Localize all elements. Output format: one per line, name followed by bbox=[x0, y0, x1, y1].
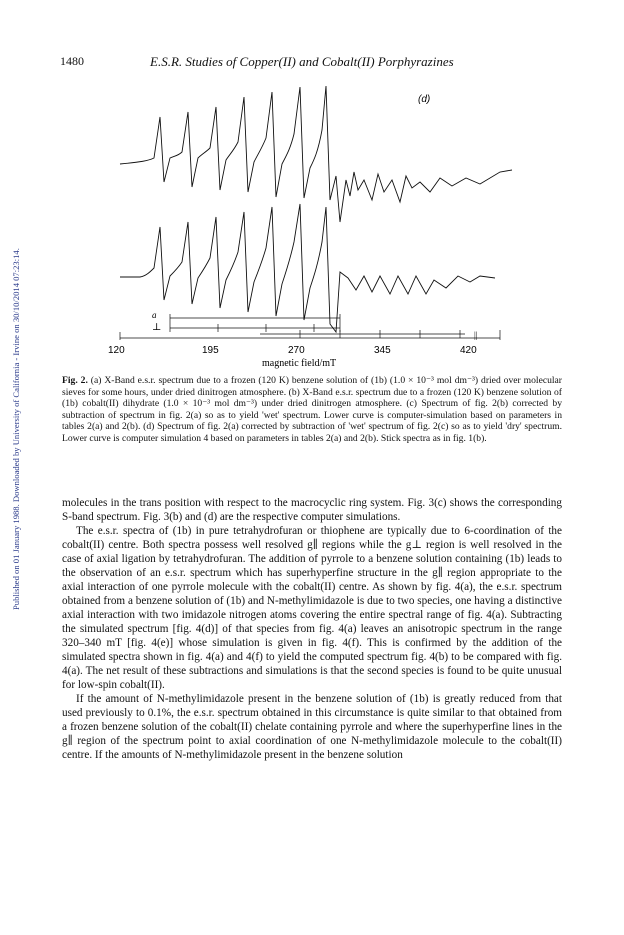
running-title: E.S.R. Studies of Copper(II) and Cobalt(II) Porphyrazines bbox=[150, 54, 454, 69]
download-notice-text: Published on 01 January 1988. Downloaded by University of California - Irvine on 30/10/2014 07:23:14. bbox=[11, 248, 21, 610]
x-tick-label: 420 bbox=[460, 345, 477, 356]
esr-spectrum-plot bbox=[100, 72, 530, 372]
stick-label-perp: ⊥ bbox=[152, 322, 162, 333]
x-axis bbox=[108, 345, 477, 356]
x-tick-label: 345 bbox=[374, 345, 391, 356]
stick-spectrum bbox=[120, 314, 500, 340]
x-axis-label: magnetic field/mT bbox=[262, 358, 337, 369]
figure-caption bbox=[62, 375, 562, 445]
article-body bbox=[62, 496, 562, 762]
upper-spectrum-trace bbox=[120, 86, 512, 222]
x-tick-label: 195 bbox=[202, 345, 219, 356]
paragraph: molecules in the trans position with respect to the macrocyclic ring system. Fig. 3(c) shows the corresponding S-band spectrum. Fig. 3(b) and (d) are the respective computer simulations. bbox=[62, 497, 562, 523]
stick-label-a: a bbox=[152, 310, 157, 320]
x-tick-label: 120 bbox=[108, 345, 125, 356]
stick-label-parallel: || bbox=[474, 330, 478, 340]
x-tick-label: 270 bbox=[288, 345, 305, 356]
download-notice bbox=[4, 140, 21, 610]
figure-2 bbox=[100, 72, 530, 372]
paragraph: The e.s.r. spectra of (1b) in pure tetrahydrofuran or thiophene are typically due to 6-coordination of the cobalt(II) centre. Both spectra possess well resolved g∥ regions while the g⊥ region is well resolved in the case of axial ligation by tetrahydrofuran. The addition of pyrrole to a benzene solution containing (1b) leads to the observation of an e.s.r. spectrum which has superhyperfine structure in the g∥ region appropriate to the axial interaction of one pyrrole molecule with the cobalt(II) centre. As shown by fig. 4(a), the e.s.r. spectrum obtained from a benzene solution of (1b) and N-methylimidazole is due to two species, one having a distinctive axial interaction with two imidazole nitrogen atoms covering the entire spectral range of fig. 4(a). Subtracting the simulated spectrum [fig. 4(d)] of that species from fig. 4(a) leaves an anisotropic spectrum in the range 320–340 mT [fig. 4(e)] whose simulation is given in fig. 4(f). This is confirmed by the addition of the simulated spectra shown in fig. 4(a) and 4(f) to yield the computed spectrum fig. 4(b) to be compared with fig. 4(a). The net result of these subtractions and simulations is that the second species is found to be quite unusual for low-spin cobalt(II). bbox=[62, 525, 562, 691]
page-header bbox=[60, 54, 580, 70]
page-number: 1480 bbox=[60, 54, 84, 68]
caption-lead: Fig. 2. bbox=[62, 375, 88, 386]
lower-spectrum-trace bbox=[120, 204, 495, 332]
paragraph: If the amount of N-methylimidazole present in the benzene solution of (1b) is greatly reduced from that used previously to 0.1%, the e.s.r. spectrum obtained in this circumstance is quite similar to that obtained from a frozen benzene solution of the cobalt(II) chelate containing pyrrole and where the superhyperfine lines in the g∥ region of the spectrum point to axial coordination of one N-methylimidazole molecule to the cobalt(II) centre. If the amounts of N-methylimidazole present in the benzene solution bbox=[62, 693, 562, 761]
panel-label: (d) bbox=[418, 94, 431, 105]
caption-text: (a) X-Band e.s.r. spectrum due to a frozen (120 K) benzene solution of (1b) (1.0 × 10⁻³ mol dm⁻³) dried over molecular sieves for some hours, under dried dinitrogen atmosphere. (b) X-Band e.s.r. spectrum due to a frozen (120 K) benzene solution of (1b) cobalt(II) dihydrate (1.0 × 10⁻³ mol dm⁻³) under dried dinitrogen atmosphere. (c) Spectrum of fig. 2(b) corrected by subtraction of spectrum in fig. 2(a) so as to yield 'wet' spectrum. Lower curve is computer-simulation based on parameters in tables 2(a) and 2(b). (d) Spectrum of fig. 2(a) corrected by subtraction of 'wet' spectrum of fig. 2(c) so as to yield 'dry' spectrum. Lower curve is computer simulation 4 based on parameters in tables 2(a) and 2(b). Stick spectra as in fig. 1(b). bbox=[62, 375, 562, 444]
